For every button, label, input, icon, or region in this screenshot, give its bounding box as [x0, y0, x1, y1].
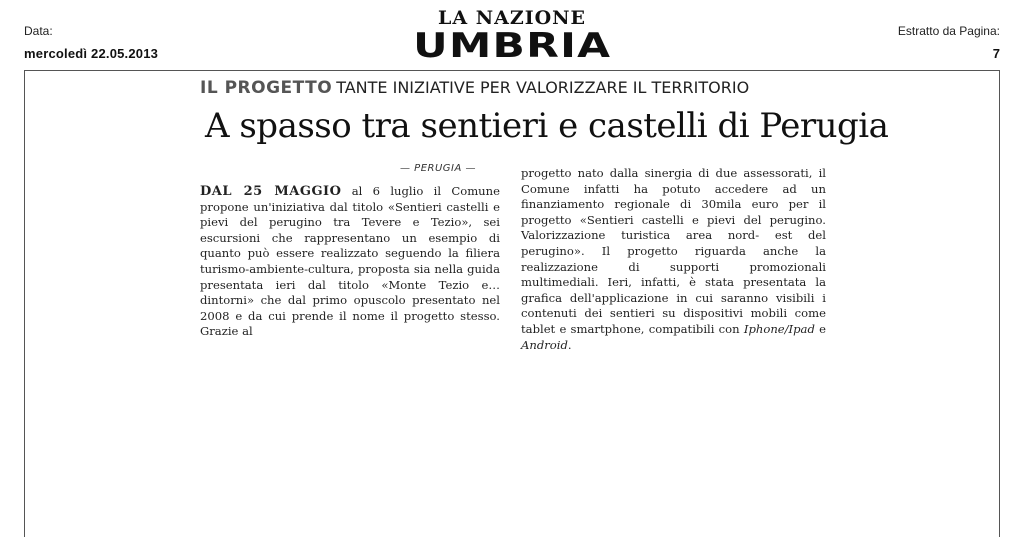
masthead-main: UMBRIA — [412, 26, 612, 66]
article-column-1 — [200, 184, 500, 340]
device-ios: Iphone/Ipad — [743, 321, 815, 336]
device-android: Android — [521, 337, 568, 352]
column-2-text: progetto nato dalla sinergia di due assessorati, il Comune infatti ha potuto accedere ad un finanziamento regionale di 30mila euro per il progetto «Sentieri castelli e pievi del perugino. Valorizzazione turistica area nord- est del perugino». Il progetto riguarda anche la realizzazione di supporti promozionali multimediali. Ieri, infatti, è stata presentata la grafica dell'applicazione in cui saranno visibili i contenuti dei sentieri su dispositivi mobili come tablet e smartphone, compatibili con — [521, 166, 826, 336]
article-dateline: — PERUGIA — — [400, 163, 477, 174]
article-kicker — [200, 78, 749, 98]
header-page — [898, 24, 1000, 61]
column-1-text: al 6 luglio il Comune propone un'iniziativa dal titolo «Sentieri castelli e pievi del perugino tra Tevere e Tezio», sei escursioni che rappresentano un esempio di quanto può essere realizzato seguendo la filiera turismo-ambiente-cultura, proposta sia nella guida presentata ieri dal titolo «Monte Tezio e…dintorni» che dal primo opuscolo presentato nel 2008 e da cui prende il nome il progetto stesso. Grazie al — [200, 184, 500, 339]
kicker-bold: IL PROGETTO — [200, 78, 333, 98]
date-label: Data: — [24, 24, 53, 38]
article-headline: A spasso tra sentieri e castelli di Perugia — [205, 106, 889, 146]
page-value: 7 — [992, 46, 1000, 61]
kicker-text: TANTE INIZIATIVE PER VALORIZZARE IL TERRITORIO — [336, 78, 750, 97]
masthead-top: LA NAZIONE — [438, 7, 586, 29]
date-value: mercoledì 22.05.2013 — [24, 46, 159, 61]
article-column-2 — [521, 166, 826, 353]
column-2-end: . — [567, 337, 572, 352]
masthead — [0, 8, 1024, 64]
column-2-and: e — [814, 321, 827, 336]
article-lead: DAL 25 MAGGIO — [200, 184, 342, 199]
page-label: Estratto da Pagina: — [897, 24, 1000, 38]
